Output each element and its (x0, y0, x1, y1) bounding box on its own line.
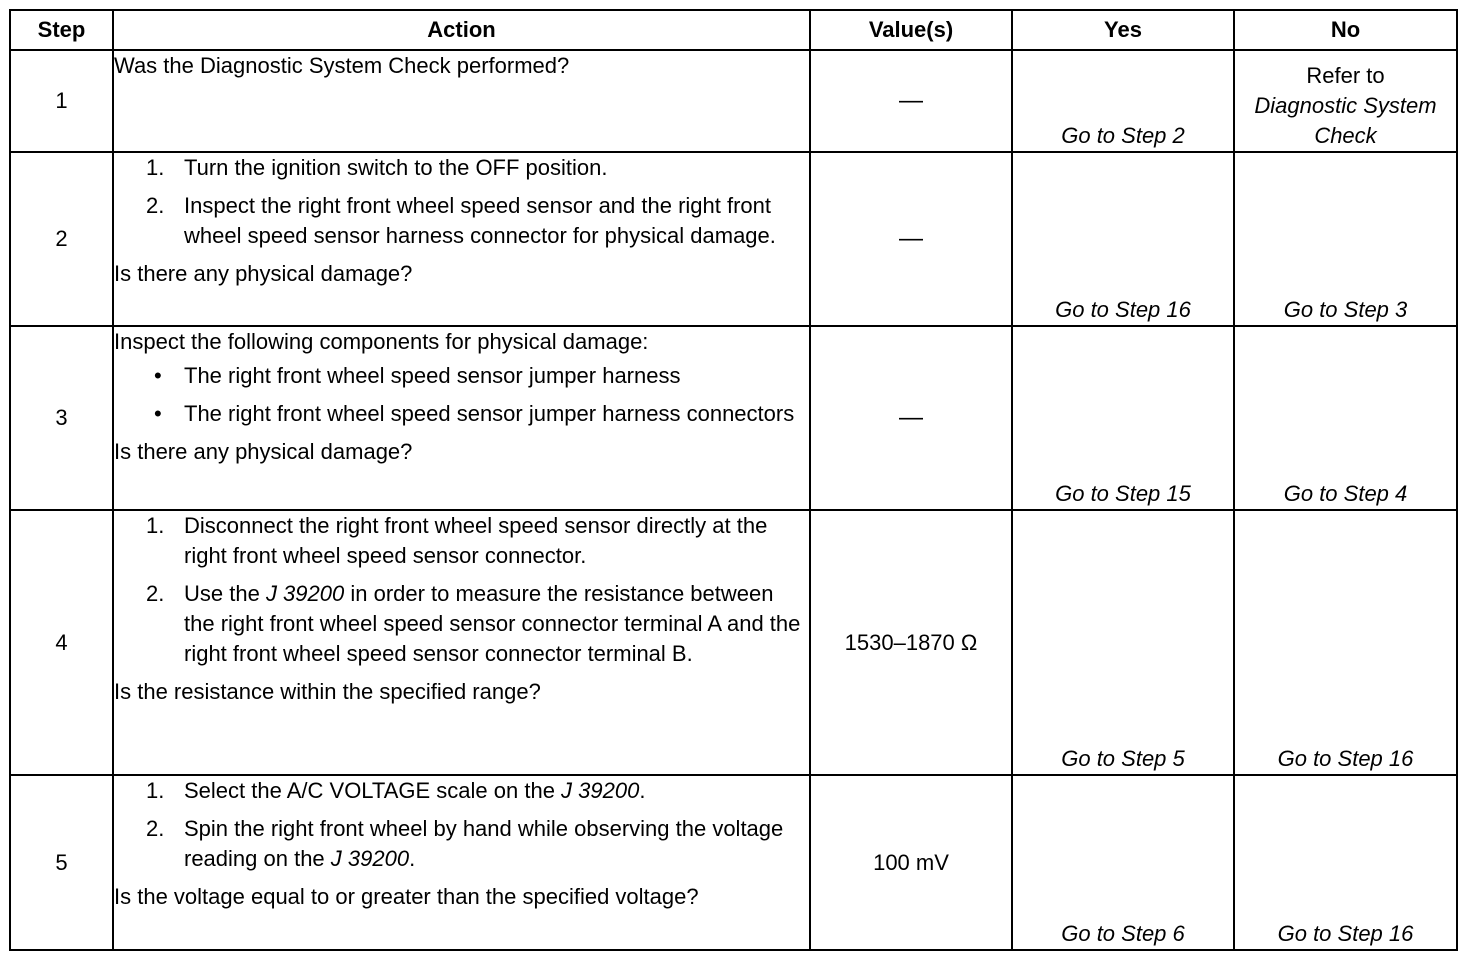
step-item-post: . (639, 778, 646, 803)
step-item-text: Disconnect the right front wheel speed sensor directly at the right front wheel speed sensor connector. (184, 513, 768, 568)
list-item-text: The right front wheel speed sensor jumper harness connectors (184, 401, 795, 426)
step-item-number: 1. (146, 155, 165, 180)
step-number: 3 (10, 326, 113, 510)
action-steps (114, 776, 809, 874)
diagnostic-table (9, 9, 1458, 951)
tool-name: J 39200 (561, 778, 640, 803)
step-number: 2 (10, 152, 113, 326)
table-row (10, 510, 1457, 775)
value-dash: — (899, 404, 923, 431)
action-step-item (114, 776, 809, 806)
action-question: Was the Diagnostic System Check performed? (114, 53, 570, 78)
no-cell (1234, 50, 1457, 152)
table-row (10, 50, 1457, 152)
value-cell (810, 152, 1012, 326)
step-item-pre: Select the A/C VOLTAGE scale on the (184, 778, 562, 803)
list-item (114, 361, 809, 391)
step-item-number: 1. (146, 778, 165, 803)
action-question: Is there any physical damage? (114, 261, 413, 286)
bullet-icon: • (154, 401, 162, 426)
list-item-text: The right front wheel speed sensor jumper harness (184, 363, 681, 388)
step-number: 4 (10, 510, 113, 775)
action-question: Is there any physical damage? (114, 439, 413, 464)
component-list (114, 361, 809, 429)
value-cell (810, 326, 1012, 510)
header-row (10, 10, 1457, 50)
action-question: Is the voltage equal to or greater than the specified voltage? (114, 884, 699, 909)
value-dash: — (899, 225, 923, 252)
step-item-post: . (409, 846, 416, 871)
action-cell (113, 326, 810, 510)
step-item-pre: Spin the right front wheel by hand while observing the voltage reading on the (184, 816, 784, 871)
table-row (10, 326, 1457, 510)
header-action: Action (113, 10, 810, 50)
action-cell (113, 775, 810, 950)
no-cell: Go to Step 4 (1234, 326, 1457, 510)
action-step-item (114, 814, 809, 874)
step-number: 5 (10, 775, 113, 950)
no-cell: Go to Step 16 (1234, 775, 1457, 950)
value-cell (810, 50, 1012, 152)
no-refer-prefix: Refer to (1306, 63, 1385, 88)
yes-cell: Go to Step 15 (1012, 326, 1234, 510)
header-values: Value(s) (810, 10, 1012, 50)
action-step-item (114, 579, 809, 669)
step-item-number: 2. (146, 193, 165, 218)
header-no: No (1234, 10, 1457, 50)
bullet-icon: • (154, 363, 162, 388)
yes-cell: Go to Step 5 (1012, 510, 1234, 775)
step-item-text: Turn the ignition switch to the OFF position. (184, 155, 608, 180)
header-yes: Yes (1012, 10, 1234, 50)
step-item-text: Inspect the right front wheel speed sensor and the right front wheel speed sensor harness connector for physical damage. (184, 193, 776, 248)
no-cell: Go to Step 3 (1234, 152, 1457, 326)
action-cell (113, 510, 810, 775)
action-steps (114, 153, 809, 251)
list-item (114, 399, 809, 429)
header-step: Step (10, 10, 113, 50)
action-step-item (114, 191, 809, 251)
yes-cell: Go to Step 6 (1012, 775, 1234, 950)
step-item-number: 2. (146, 581, 165, 606)
no-cell: Go to Step 16 (1234, 510, 1457, 775)
no-refer-target: Diagnostic System Check (1254, 93, 1437, 148)
step-item-pre: Use the (184, 581, 266, 606)
step-number: 1 (10, 50, 113, 152)
action-step-item (114, 511, 809, 571)
table-row (10, 152, 1457, 326)
yes-cell: Go to Step 16 (1012, 152, 1234, 326)
yes-cell: Go to Step 2 (1012, 50, 1234, 152)
table-row (10, 775, 1457, 950)
action-steps (114, 511, 809, 669)
step-item-number: 1. (146, 513, 165, 538)
action-step-item (114, 153, 809, 183)
action-question: Is the resistance within the specified range? (114, 679, 541, 704)
action-intro: Inspect the following components for physical damage: (114, 329, 649, 354)
value-cell: 100 mV (810, 775, 1012, 950)
value-cell: 1530–1870 Ω (810, 510, 1012, 775)
tool-name: J 39200 (265, 581, 345, 606)
step-item-number: 2. (146, 816, 165, 841)
action-cell (113, 152, 810, 326)
tool-name: J 39200 (330, 846, 410, 871)
action-cell (113, 50, 810, 152)
value-dash: — (899, 87, 923, 114)
step-item-post: in order to measure the resistance between the right front wheel speed sensor connector terminal A and the right front wheel speed sensor connector terminal B. (184, 581, 801, 666)
